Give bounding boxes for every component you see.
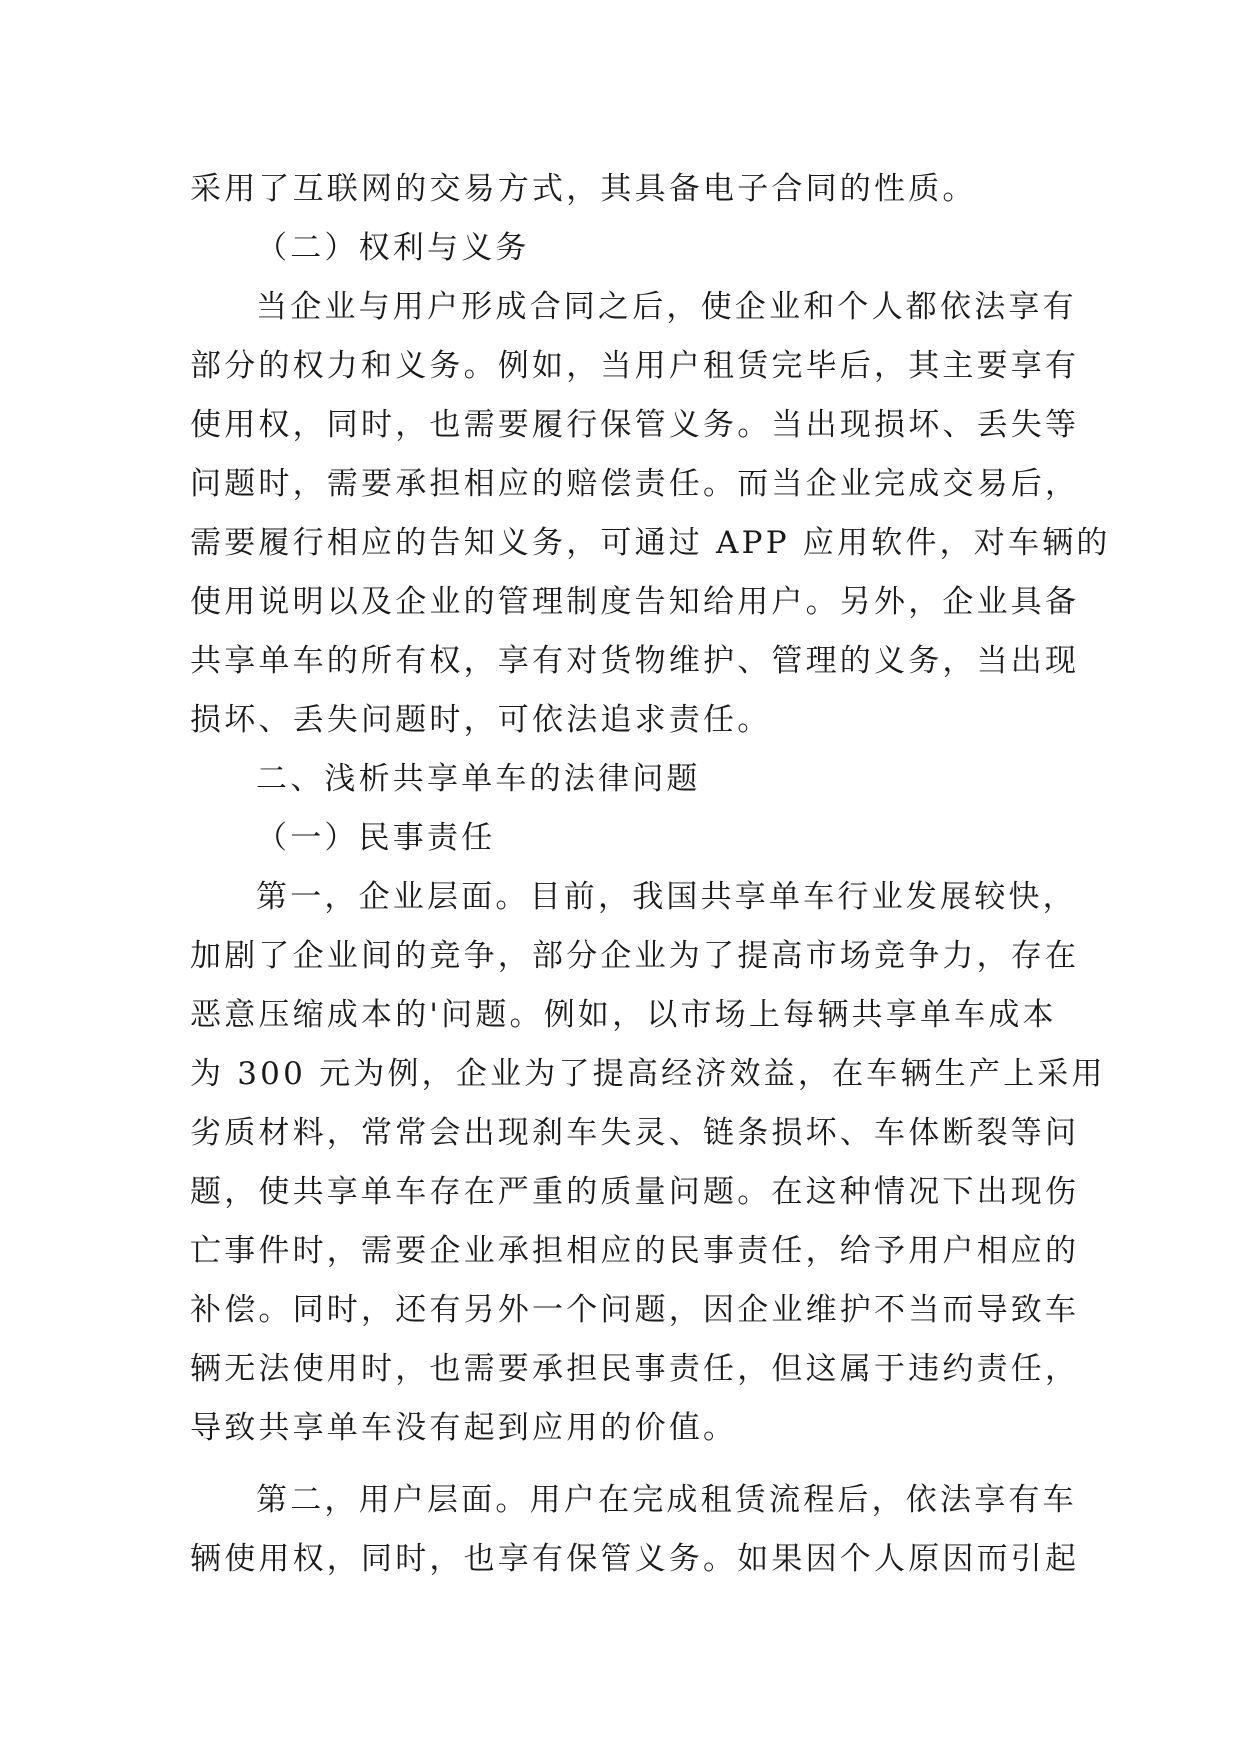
body-line: 补偿。同时，还有另外一个问题，因企业维护不当而导致车 [190, 1292, 1080, 1328]
body-line: 劣质材料，常常会出现刹车失灵、链条损坏、车体断裂等问 [190, 1115, 1080, 1151]
body-line: 辆无法使用时，也需要承担民事责任，但这属于违约责任， [190, 1351, 1080, 1387]
section-heading: （二）权利与义务 [256, 230, 530, 266]
body-line: 题，使共享单车存在严重的质量问题。在这种情况下出现伤 [190, 1174, 1080, 1210]
body-line: 恶意压缩成本的'问题。例如，以市场上每辆共享单车成本 [190, 997, 1057, 1033]
paragraph-first-line: 当企业与用户形成合同之后，使企业和个人都依法享有 [256, 289, 1077, 325]
body-text [190, 160, 1111, 1589]
body-line: 部分的权力和义务。例如，当用户租赁完毕后，其主要享有 [190, 348, 1080, 384]
paragraph-first-line: 第一，企业层面。目前，我国共享单车行业发展较快， [256, 879, 1077, 915]
chapter-heading: 二、浅析共享单车的法律问题 [256, 761, 701, 797]
body-line: 使用权，同时，也需要履行保管义务。当出现损坏、丢失等 [190, 407, 1080, 443]
body-line: 为 300 元为例，企业为了提高经济效益，在车辆生产上采用 [190, 1056, 1106, 1092]
body-line: 使用说明以及企业的管理制度告知给用户。另外，企业具备 [190, 584, 1080, 620]
body-line: 问题时，需要承担相应的赔偿责任。而当企业完成交易后， [190, 466, 1080, 502]
body-line: 共享单车的所有权，享有对货物维护、管理的义务，当出现 [190, 643, 1080, 679]
body-line: 加剧了企业间的竞争，部分企业为了提高市场竞争力，存在 [190, 938, 1080, 974]
body-line: 采用了互联网的交易方式，其具备电子合同的性质。 [190, 171, 977, 207]
body-line: 需要履行相应的告知义务，可通过 APP 应用软件，对车辆的 [190, 525, 1111, 561]
body-line: 损坏、丢失问题时，可依法追求责任。 [190, 702, 772, 738]
body-line: 亡事件时，需要企业承担相应的民事责任，给予用户相应的 [190, 1233, 1080, 1269]
body-line: 导致共享单车没有起到应用的价值。 [190, 1410, 738, 1446]
section-heading: （一）民事责任 [256, 820, 496, 856]
body-line: 辆使用权，同时，也享有保管义务。如果因个人原因而引起 [190, 1541, 1080, 1577]
paragraph-first-line: 第二，用户层面。用户在完成租赁流程后，依法享有车 [256, 1482, 1077, 1518]
